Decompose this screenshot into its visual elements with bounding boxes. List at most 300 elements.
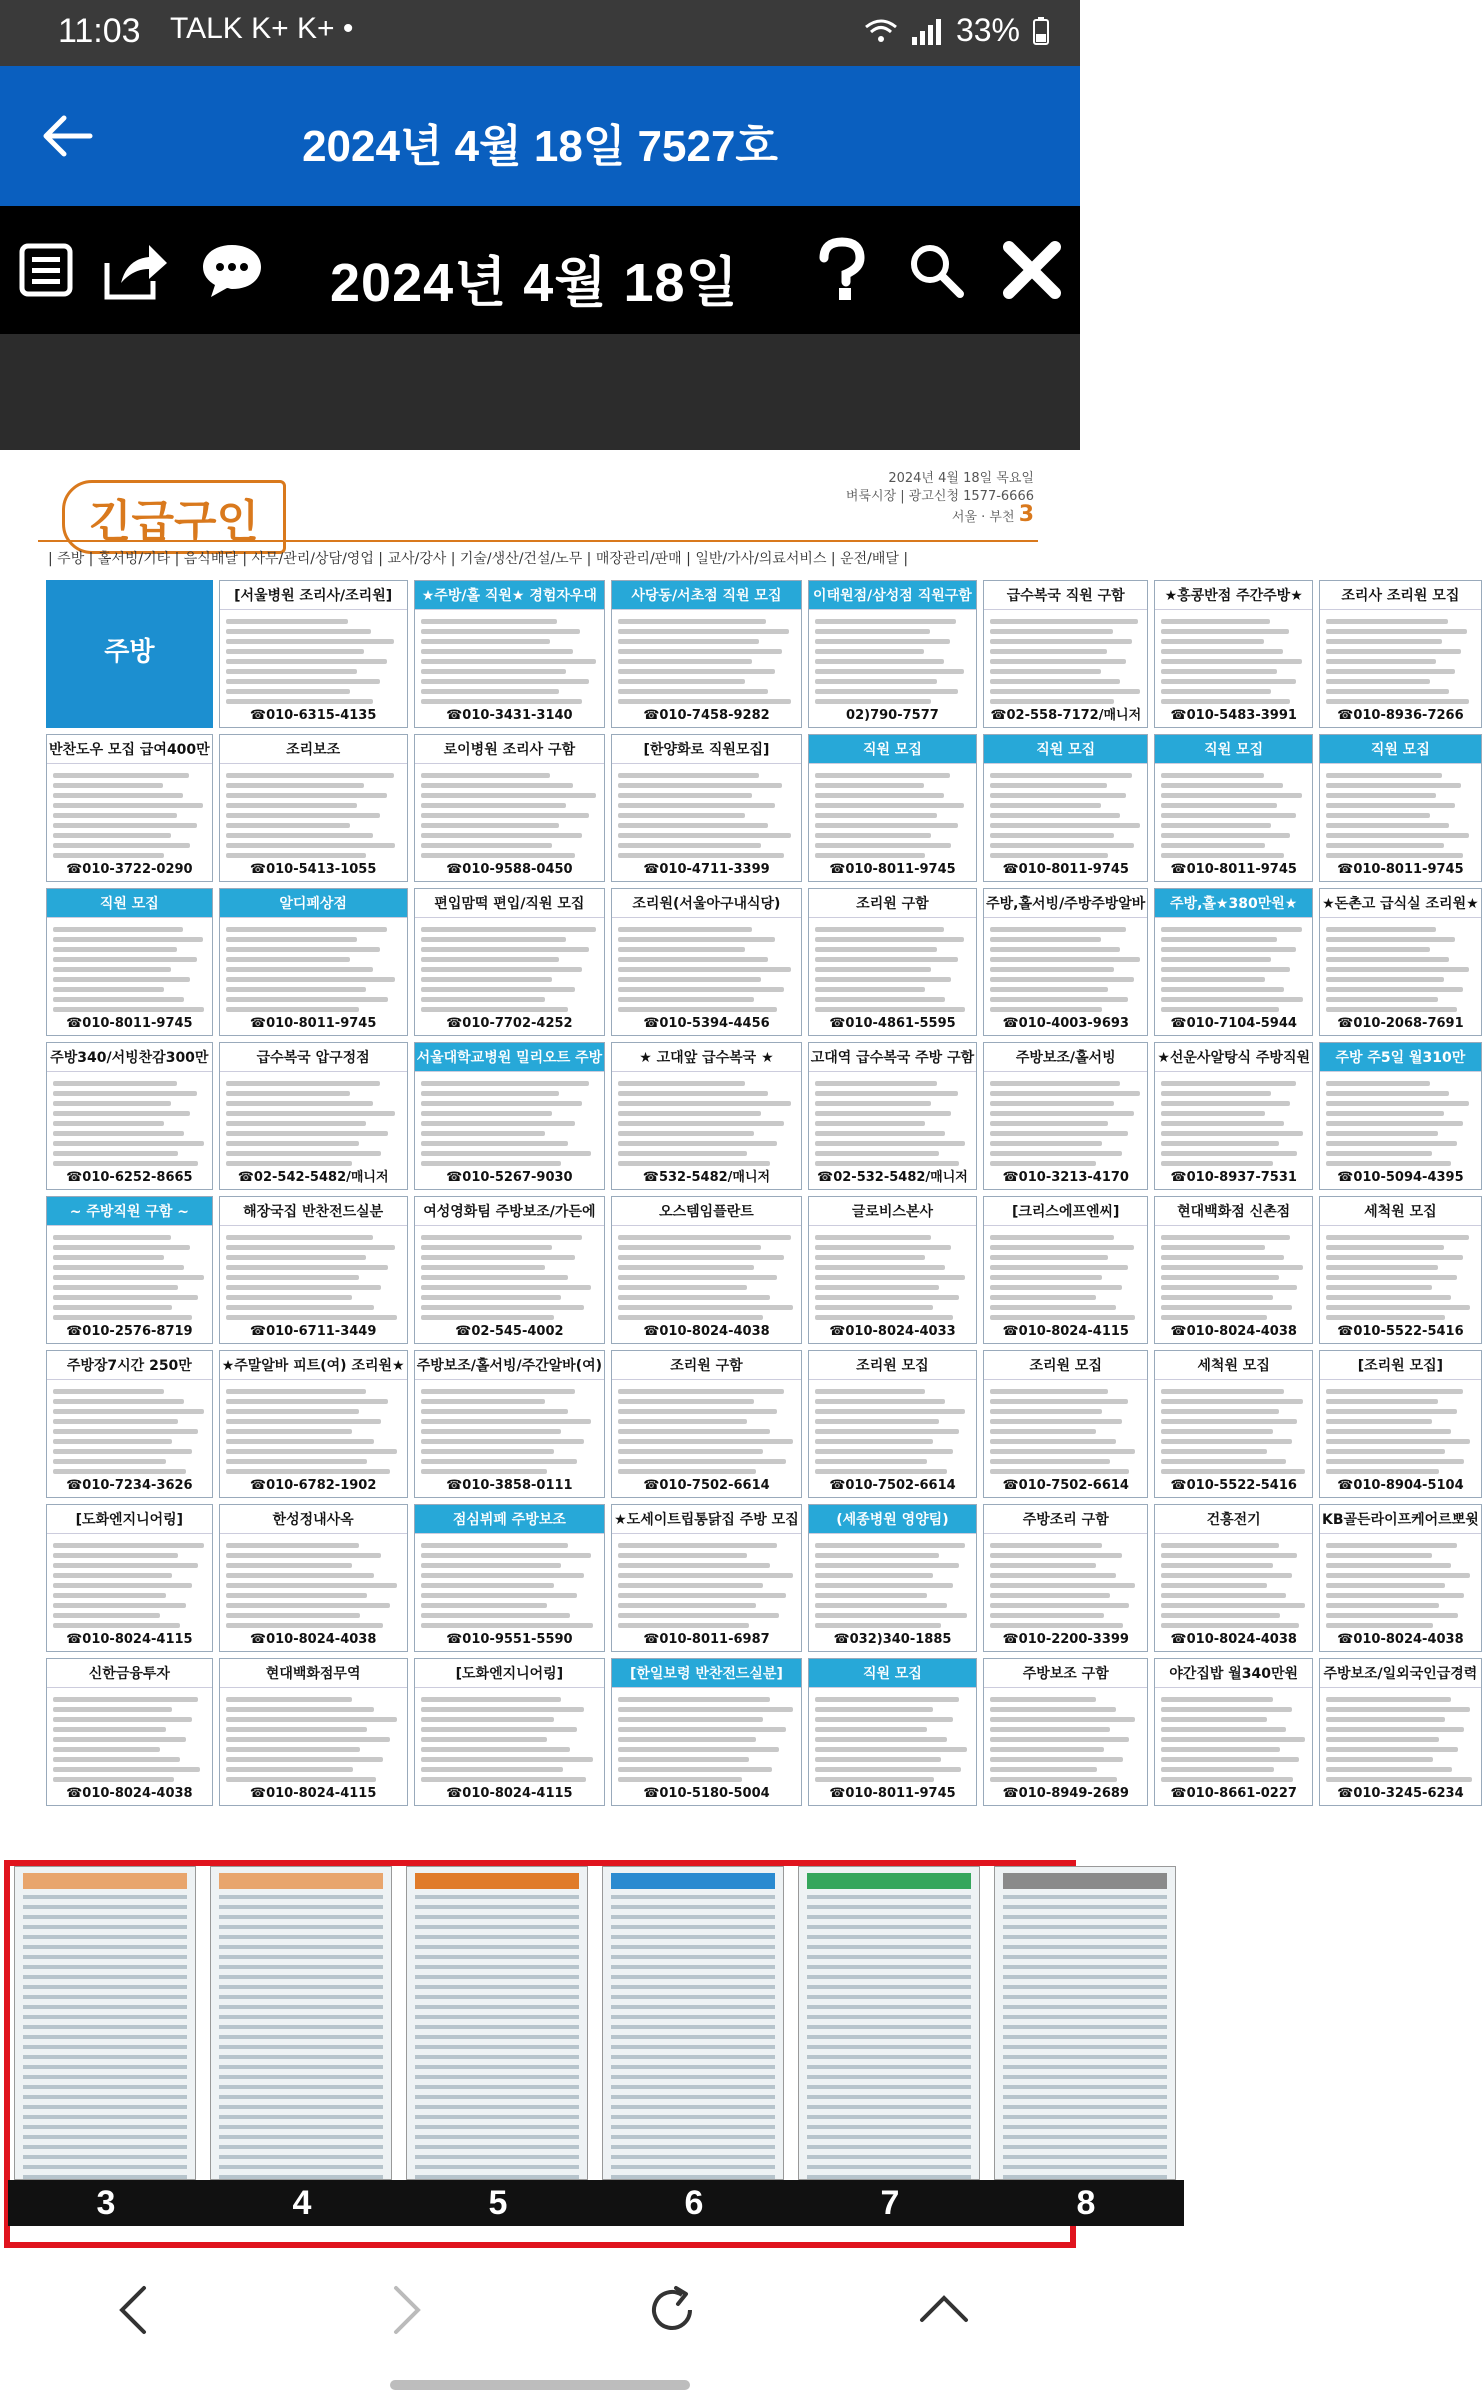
ad-title: 이태원점/삼성점 직원구함 xyxy=(809,581,976,610)
ad-body xyxy=(612,1380,801,1483)
ad-title: ★돈촌고 급식실 조리원★ xyxy=(1320,889,1481,918)
ad-box xyxy=(414,734,606,882)
ad-phone: ☎010-7458-9282 xyxy=(643,708,770,723)
status-bar xyxy=(0,0,1080,66)
ad-box xyxy=(1319,1658,1482,1806)
ad-box xyxy=(414,1042,606,1190)
ad-box xyxy=(611,1196,802,1344)
ad-title: 오스템임플란트 xyxy=(612,1197,801,1226)
ad-body xyxy=(1155,764,1312,867)
ad-phone: ☎010-8936-7266 xyxy=(1337,708,1464,723)
ad-box xyxy=(1319,1042,1482,1190)
viewer-margin xyxy=(0,334,1080,450)
ad-box xyxy=(983,1658,1148,1806)
ad-title: [한일보령 반찬전드실분] xyxy=(612,1659,801,1688)
ad-phone: ☎010-5267-9030 xyxy=(446,1170,573,1185)
ad-phone: ☎010-8949-2689 xyxy=(1002,1786,1129,1801)
page-thumbnail[interactable] xyxy=(210,1866,392,2180)
ad-body xyxy=(984,918,1147,1021)
ad-phone: ☎010-6711-3449 xyxy=(249,1324,377,1339)
ad-title: 반찬도우 모집 급여400만 xyxy=(47,735,212,764)
ad-phone: ☎010-8011-9745 xyxy=(1002,862,1129,877)
ad-body xyxy=(1155,918,1312,1021)
ad-title: 점심뷔페 주방보조 xyxy=(415,1505,605,1534)
ad-body xyxy=(47,1072,212,1175)
ad-body xyxy=(415,1072,605,1175)
ad-title: ★ 고대앞 급수복국 ★ xyxy=(612,1043,801,1072)
wifi-icon xyxy=(864,17,898,45)
ad-title: 야간집밥 월340만원 xyxy=(1155,1659,1312,1688)
ad-title: 세척원 모집 xyxy=(1320,1197,1481,1226)
ad-grid xyxy=(46,580,1479,1806)
ad-box xyxy=(46,734,213,882)
ad-phone: ☎010-8011-9745 xyxy=(66,1016,193,1031)
ad-phone: ☎010-6315-4135 xyxy=(249,708,377,723)
ad-title: 주방,홀서빙/주방주방알바 xyxy=(984,889,1147,918)
ad-phone: ☎010-8024-4115 xyxy=(249,1786,377,1801)
ad-phone: ☎010-8011-9745 xyxy=(1337,862,1464,877)
ad-title: 주방 주5일 월310만 xyxy=(1320,1043,1481,1072)
ad-box xyxy=(983,1042,1148,1190)
page-thumbnail[interactable] xyxy=(994,1866,1176,2180)
ad-box xyxy=(219,734,408,882)
ad-body xyxy=(47,1688,212,1791)
help-icon[interactable] xyxy=(810,236,874,304)
page-thumbnail-label[interactable]: 6 xyxy=(596,2180,792,2226)
ad-body xyxy=(1320,764,1481,867)
ad-body xyxy=(1155,610,1312,713)
ad-title: ★주방/홀 직원★ 경험자우대 xyxy=(415,581,605,610)
ad-box xyxy=(983,1196,1148,1344)
ad-box xyxy=(46,1504,213,1652)
ad-phone: ☎010-9551-5590 xyxy=(446,1632,573,1647)
battery-percent: 33% xyxy=(955,12,1020,48)
ad-box xyxy=(808,1196,977,1344)
ad-box xyxy=(219,580,408,728)
ad-box xyxy=(808,1504,977,1652)
ad-title: [도화엔지니어링] xyxy=(47,1505,212,1534)
ad-box xyxy=(611,1042,802,1190)
ad-title: 주방보조/일외국인급경력 xyxy=(1320,1659,1481,1688)
ad-body xyxy=(809,1072,976,1175)
ad-phone: ☎010-8024-4115 xyxy=(66,1632,193,1647)
ad-box xyxy=(414,1350,606,1498)
ad-body xyxy=(984,610,1147,713)
ad-title: [조리원 모집] xyxy=(1320,1351,1481,1380)
ad-body xyxy=(47,1534,212,1637)
newspaper-page[interactable] xyxy=(0,450,1479,1848)
status-right xyxy=(864,12,1050,49)
ad-box xyxy=(219,1504,408,1652)
ad-phone: ☎010-7502-6614 xyxy=(643,1478,770,1493)
ad-phone: ☎010-4003-9693 xyxy=(1002,1016,1129,1031)
ad-phone: ☎010-8937-7531 xyxy=(1170,1170,1297,1185)
ad-phone: ☎010-5522-5416 xyxy=(1337,1324,1464,1339)
ad-title: [크리스에프엔씨] xyxy=(984,1197,1147,1226)
ad-box xyxy=(1319,1196,1482,1344)
app-bar xyxy=(0,66,1080,206)
ad-body xyxy=(220,764,407,867)
ad-title: 현대백화점무역 xyxy=(220,1659,407,1688)
ad-title: 서울대학교병원 밀리오트 주방 xyxy=(415,1043,605,1072)
page-thumbnail[interactable] xyxy=(406,1866,588,2180)
ad-title: [한양화로 직원모집] xyxy=(612,735,801,764)
ad-body xyxy=(1320,918,1481,1021)
page-contact: 벼룩시장 | 광고신청 1577-6666 xyxy=(845,489,1034,504)
ad-phone: ☎010-9588-0450 xyxy=(446,862,573,877)
ad-phone: ☎010-5394-4456 xyxy=(643,1016,770,1031)
ad-title: 해장국집 반찬전드실분 xyxy=(220,1197,407,1226)
ad-title: KB골든라이프케어르뽀윗 xyxy=(1320,1505,1481,1534)
ad-body xyxy=(1155,1072,1312,1175)
ad-box xyxy=(1319,1504,1482,1652)
ad-box xyxy=(808,1350,977,1498)
ad-box xyxy=(1154,1350,1313,1498)
ad-title: 조리원 구함 xyxy=(809,889,976,918)
ad-phone: ☎010-8011-9745 xyxy=(1170,862,1297,877)
page-region: 서울 · 부천 xyxy=(951,510,1015,525)
ad-body xyxy=(1320,1226,1481,1329)
ad-phone: 02)790-7577 xyxy=(846,708,939,723)
gesture-bar[interactable] xyxy=(390,2380,690,2390)
page-thumbnail[interactable] xyxy=(14,1866,196,2180)
ad-phone: ☎02-532-5482/매니저 xyxy=(817,1170,968,1185)
ad-box xyxy=(1154,1042,1313,1190)
ad-title: 로이병원 조리사 구함 xyxy=(415,735,605,764)
ad-box xyxy=(1154,1658,1313,1806)
page-thumbnail-strip xyxy=(0,1848,1096,2260)
ad-phone: ☎010-5522-5416 xyxy=(1170,1478,1297,1493)
ad-title: ★홍콩반점 주간주방★ xyxy=(1155,581,1312,610)
ad-box xyxy=(808,1658,977,1806)
ad-body xyxy=(415,1226,605,1329)
ad-title: 급수복국 압구정점 xyxy=(220,1043,407,1072)
ad-title: 조리원 구함 xyxy=(612,1351,801,1380)
ad-phone: ☎010-6782-1902 xyxy=(249,1478,377,1493)
ad-body xyxy=(612,610,801,713)
browser-bottom-nav xyxy=(0,2260,1080,2360)
ad-box xyxy=(611,734,802,882)
category-label: 주방 xyxy=(104,637,155,667)
ad-box xyxy=(46,1196,213,1344)
ad-body xyxy=(415,764,605,867)
chevron-right-icon[interactable] xyxy=(374,2280,434,2340)
ad-body xyxy=(220,1380,407,1483)
ad-body xyxy=(415,1688,605,1791)
ad-phone: ☎010-5094-4395 xyxy=(1337,1170,1464,1185)
ad-box xyxy=(611,1658,802,1806)
ad-box xyxy=(1154,734,1313,882)
ad-body xyxy=(1155,1688,1312,1791)
ad-title: 현대백화점 신촌점 xyxy=(1155,1197,1312,1226)
close-icon[interactable] xyxy=(996,236,1068,304)
ad-phone: ☎010-4711-3399 xyxy=(643,862,770,877)
viewer-toolbar xyxy=(0,206,1080,334)
ad-title: 직원 모집 xyxy=(984,735,1147,764)
ad-title: 주방장7시간 250만 xyxy=(47,1351,212,1380)
page-header xyxy=(38,470,1038,546)
refresh-icon[interactable] xyxy=(642,2280,702,2340)
ad-body xyxy=(809,764,976,867)
ad-body xyxy=(220,1534,407,1637)
ad-title: 한성정내사옥 xyxy=(220,1505,407,1534)
page-thumbnail-label[interactable]: 4 xyxy=(204,2180,400,2226)
ad-phone: ☎010-2576-8719 xyxy=(66,1324,193,1339)
ad-title: 건흥전기 xyxy=(1155,1505,1312,1534)
ad-box xyxy=(983,580,1148,728)
ad-title: 조리보조 xyxy=(220,735,407,764)
ad-body xyxy=(1320,610,1481,713)
page-thumbnail[interactable] xyxy=(602,1866,784,2180)
ad-title: (세종병원 영양팀) xyxy=(809,1505,976,1534)
ad-phone: ☎532-5482/매니저 xyxy=(642,1170,771,1185)
ad-title: 직원 모집 xyxy=(1155,735,1312,764)
ad-box xyxy=(983,888,1148,1036)
ad-body xyxy=(984,764,1147,867)
ad-title: 조리원(서울아구내식당) xyxy=(612,889,801,918)
ad-phone: ☎010-8011-9745 xyxy=(829,1786,956,1801)
ad-phone: ☎010-7702-4252 xyxy=(446,1016,573,1031)
ad-phone: ☎032)340-1885 xyxy=(833,1632,952,1647)
ad-phone: ☎010-3858-0111 xyxy=(446,1478,573,1493)
ad-phone: ☎010-3722-0290 xyxy=(66,862,193,877)
ad-body xyxy=(809,1688,976,1791)
ad-body xyxy=(984,1534,1147,1637)
ad-box xyxy=(1319,734,1482,882)
ad-body xyxy=(612,1072,801,1175)
ad-phone: ☎010-7502-6614 xyxy=(1002,1478,1129,1493)
ad-body xyxy=(612,764,801,867)
ad-body xyxy=(220,610,407,713)
page-date: 2024년 4월 18일 목요일 xyxy=(888,471,1034,486)
ad-box xyxy=(1154,888,1313,1036)
page-thumbnail[interactable] xyxy=(798,1866,980,2180)
chevron-up-icon[interactable] xyxy=(914,2280,974,2340)
ad-title: 직원 모집 xyxy=(47,889,212,918)
ad-title: 세척원 모집 xyxy=(1155,1351,1312,1380)
ad-title: 조리원 모집 xyxy=(809,1351,976,1380)
ad-body xyxy=(612,1688,801,1791)
ad-body xyxy=(415,918,605,1021)
ad-box xyxy=(983,1350,1148,1498)
ad-phone: ☎010-3431-3140 xyxy=(446,708,573,723)
ad-box xyxy=(611,1504,802,1652)
list-icon[interactable] xyxy=(14,236,78,304)
status-time: 11:03 xyxy=(58,12,141,50)
ad-box xyxy=(219,1350,408,1498)
ad-title: 직원 모집 xyxy=(809,735,976,764)
ad-title: 사당동/서초점 직원 모집 xyxy=(612,581,801,610)
page-thumbnail-label[interactable]: 5 xyxy=(400,2180,596,2226)
ad-title: ★선운사알탕식 주방직원 xyxy=(1155,1043,1312,1072)
page-thumbnail-label[interactable]: 3 xyxy=(8,2180,204,2226)
ad-phone: ☎010-5413-1055 xyxy=(249,862,377,877)
ad-box xyxy=(808,888,977,1036)
ad-body xyxy=(612,1226,801,1329)
ad-body xyxy=(415,610,605,713)
ad-body xyxy=(47,918,212,1021)
ad-box xyxy=(1154,580,1313,728)
ad-phone: ☎010-5483-3991 xyxy=(1170,708,1297,723)
ad-title: ~ 주방직원 구함 ~ xyxy=(47,1197,212,1226)
ad-box xyxy=(414,1658,606,1806)
page-meta xyxy=(846,470,1034,527)
ad-title: [서울병원 조리사/조리원] xyxy=(220,581,407,610)
ad-box xyxy=(611,580,802,728)
category-bar: | 주방 | 홀서빙/기타 | 음식배달 | 사무/관리/상담/영업 | 교사/강사 | 기술/생산/건설/노무 | 매장관리/판매 | 일반/가사/의료서비스 | 운전/배달 | xyxy=(48,551,909,567)
ad-box xyxy=(414,1196,606,1344)
ad-phone: ☎010-8904-5104 xyxy=(1337,1478,1464,1493)
ad-box xyxy=(983,1504,1148,1652)
ad-title: 편입맘떡 편입/직원 모집 xyxy=(415,889,605,918)
ad-phone: ☎010-5180-5004 xyxy=(643,1786,770,1801)
ad-box xyxy=(1319,1350,1482,1498)
viewer-date: 2024년 4월 18일 xyxy=(330,253,739,313)
ad-phone: ☎010-8024-4038 xyxy=(249,1632,377,1647)
ad-phone: ☎010-8011-9745 xyxy=(829,862,956,877)
ad-title: 직원 모집 xyxy=(809,1659,976,1688)
ad-title: 글로비스본사 xyxy=(809,1197,976,1226)
ad-body xyxy=(220,1688,407,1791)
ad-body xyxy=(47,1226,212,1329)
ad-box xyxy=(219,1658,408,1806)
chevron-left-icon[interactable] xyxy=(106,2280,166,2340)
battery-icon xyxy=(1032,16,1050,46)
ad-box xyxy=(808,580,977,728)
ad-phone: ☎010-8024-4033 xyxy=(829,1324,956,1339)
ad-body xyxy=(809,1226,976,1329)
ad-phone: ☎010-8024-4038 xyxy=(1170,1632,1297,1647)
ad-body xyxy=(809,1534,976,1637)
ad-phone: ☎010-2200-3399 xyxy=(1002,1632,1129,1647)
page-thumbnail-label[interactable]: 8 xyxy=(988,2180,1184,2226)
ad-box xyxy=(611,1350,802,1498)
ad-title: 주방조리 구함 xyxy=(984,1505,1147,1534)
ad-body xyxy=(809,610,976,713)
comment-icon[interactable] xyxy=(196,236,268,304)
ad-title: 알디페상점 xyxy=(220,889,407,918)
ad-body xyxy=(612,918,801,1021)
ad-phone: ☎010-7104-5944 xyxy=(1170,1016,1297,1031)
ad-phone: ☎02-542-5482/매니저 xyxy=(237,1170,389,1185)
ad-body xyxy=(1320,1072,1481,1175)
ad-title: ★도세이트립통닭집 주방 모집 xyxy=(612,1505,801,1534)
issue-title: 2024년 4월 18일 7527호 xyxy=(302,122,778,171)
ad-title: ★주말알바 피트(여) 조리원★ xyxy=(220,1351,407,1380)
ad-title: 주방340/서빙찬감300만 xyxy=(47,1043,212,1072)
ad-box xyxy=(46,888,213,1036)
share-icon[interactable] xyxy=(100,236,172,304)
ad-phone: ☎010-8024-4115 xyxy=(446,1786,573,1801)
ad-box xyxy=(219,1196,408,1344)
ad-title: 주방보조/홀서빙/주간알바(여) xyxy=(415,1351,605,1380)
ad-phone: ☎010-8024-4038 xyxy=(643,1324,770,1339)
ad-box xyxy=(219,1042,408,1190)
ad-box xyxy=(414,580,606,728)
section-title: 긴급구인 xyxy=(62,480,286,554)
category-block xyxy=(46,580,213,728)
ad-body xyxy=(809,918,976,1021)
ad-body xyxy=(220,1072,407,1175)
ad-title: 여성영화팀 주방보조/가든에 xyxy=(415,1197,605,1226)
ad-title: 신한금융투자 xyxy=(47,1659,212,1688)
ad-box xyxy=(1319,888,1482,1036)
ad-box xyxy=(1154,1504,1313,1652)
ad-phone: ☎010-8011-6987 xyxy=(643,1632,770,1647)
ad-phone: ☎010-8024-4115 xyxy=(1002,1324,1129,1339)
page-number: 3 xyxy=(1018,502,1034,527)
ad-body xyxy=(220,918,407,1021)
ad-box xyxy=(808,734,977,882)
ad-body xyxy=(415,1380,605,1483)
ad-title: 직원 모집 xyxy=(1320,735,1481,764)
ad-body xyxy=(809,1380,976,1483)
ad-box xyxy=(46,1350,213,1498)
ad-phone: ☎010-2068-7691 xyxy=(1337,1016,1464,1031)
ad-body xyxy=(984,1226,1147,1329)
ad-box xyxy=(1319,580,1482,728)
ad-body xyxy=(47,1380,212,1483)
ad-phone: ☎010-3245-6234 xyxy=(1337,1786,1464,1801)
ad-body xyxy=(1320,1688,1481,1791)
ad-box xyxy=(414,888,606,1036)
ad-box xyxy=(808,1042,977,1190)
ad-body xyxy=(984,1688,1147,1791)
ad-phone: ☎010-4861-5595 xyxy=(829,1016,956,1031)
signal-icon xyxy=(910,17,944,45)
ad-box xyxy=(1154,1196,1313,1344)
ad-title: 주방,홀★380만원★ xyxy=(1155,889,1312,918)
ad-phone: ☎010-8661-0227 xyxy=(1170,1786,1297,1801)
ad-box xyxy=(46,1042,213,1190)
ad-title: 조리원 모집 xyxy=(984,1351,1147,1380)
ad-body xyxy=(984,1072,1147,1175)
ad-phone: ☎010-7502-6614 xyxy=(829,1478,956,1493)
ad-body xyxy=(1155,1226,1312,1329)
ad-body xyxy=(415,1534,605,1637)
ad-box xyxy=(611,888,802,1036)
ad-body xyxy=(1155,1534,1312,1637)
ad-box xyxy=(414,1504,606,1652)
page-thumbnail-label[interactable]: 7 xyxy=(792,2180,988,2226)
ad-body xyxy=(984,1380,1147,1483)
ad-body xyxy=(1320,1534,1481,1637)
ad-title: 급수복국 직원 구함 xyxy=(984,581,1147,610)
ad-phone: ☎010-3213-4170 xyxy=(1002,1170,1129,1185)
ad-phone: ☎010-6252-8665 xyxy=(66,1170,193,1185)
ad-title: 주방보조 구함 xyxy=(984,1659,1147,1688)
ad-phone: ☎02-545-4002 xyxy=(455,1324,564,1339)
ad-body xyxy=(612,1534,801,1637)
ad-phone: ☎010-8011-9745 xyxy=(249,1016,377,1031)
ad-phone: ☎02-558-7172/매니저 xyxy=(990,708,1142,723)
ad-box xyxy=(219,888,408,1036)
ad-title: 조리사 조리원 모집 xyxy=(1320,581,1481,610)
ad-body xyxy=(1155,1380,1312,1483)
ad-phone: ☎010-8024-4038 xyxy=(66,1786,193,1801)
ad-body xyxy=(47,764,212,867)
ad-phone: ☎010-8024-4038 xyxy=(1170,1324,1297,1339)
search-icon[interactable] xyxy=(904,236,968,304)
ad-phone: ☎010-7234-3626 xyxy=(66,1478,193,1493)
notification-icons: TALK K+ K+ • xyxy=(170,12,354,45)
ad-title: [도화엔지니어링] xyxy=(415,1659,605,1688)
ad-box xyxy=(983,734,1148,882)
ad-body xyxy=(1320,1380,1481,1483)
ad-body xyxy=(220,1226,407,1329)
ad-box xyxy=(46,1658,213,1806)
ad-phone: ☎010-8024-4038 xyxy=(1337,1632,1464,1647)
